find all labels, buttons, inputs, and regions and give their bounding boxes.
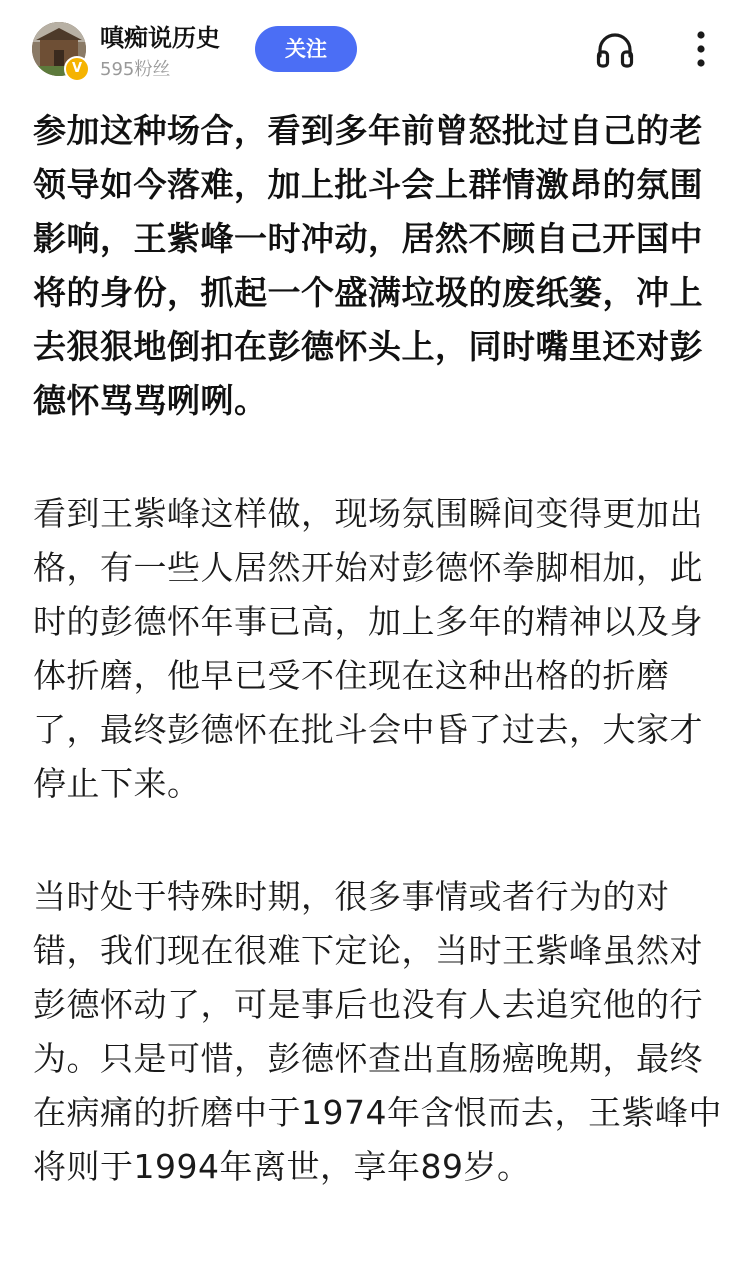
verified-badge-icon: V (64, 56, 90, 82)
article-paragraph: 看到王紫峰这样做，现场氛围瞬间变得更加出格，有一些人居然开始对彭德怀拳脚相加，此时的彭德怀年事已高，加上多年的精神以及身体折磨，他早已受不住现在这种出格的折磨了，最终彭德怀在批斗会中昏了过去，大家才停止下来。 (33, 494, 703, 803)
headphones-icon[interactable] (595, 30, 635, 70)
article-header (0, 0, 754, 96)
article-paragraph: 当时处于特殊时期，很多事情或者行为的对错，我们现在很难下定论，当时王紫峰虽然对彭德怀动了，可是事后也没有人去追究他的行为。只是可惜，彭德怀查出直肠癌晚期，最终在病痛的折磨中于1974年含恨而去，王紫峰中将则于1994年离世，享年89岁。 (33, 877, 722, 1186)
author-name[interactable]: 嗔痴说历史 (100, 24, 220, 52)
article-paragraph: 参加这种场合，看到多年前曾怒批过自己的老领导如今落难，加上批斗会上群情激昂的氛围影响，王紫峰一时冲动，居然不顾自己开国中将的身份，抓起一个盛满垃圾的废纸篓，冲上去狠狠地倒扣在彭德怀头上，同时嘴里还对彭德怀骂骂咧咧。 (33, 111, 703, 420)
article-body (33, 104, 727, 1253)
follower-count: 595粉丝 (100, 59, 171, 80)
more-vertical-icon[interactable] (686, 28, 716, 70)
follow-button[interactable]: 关注 (255, 26, 357, 72)
